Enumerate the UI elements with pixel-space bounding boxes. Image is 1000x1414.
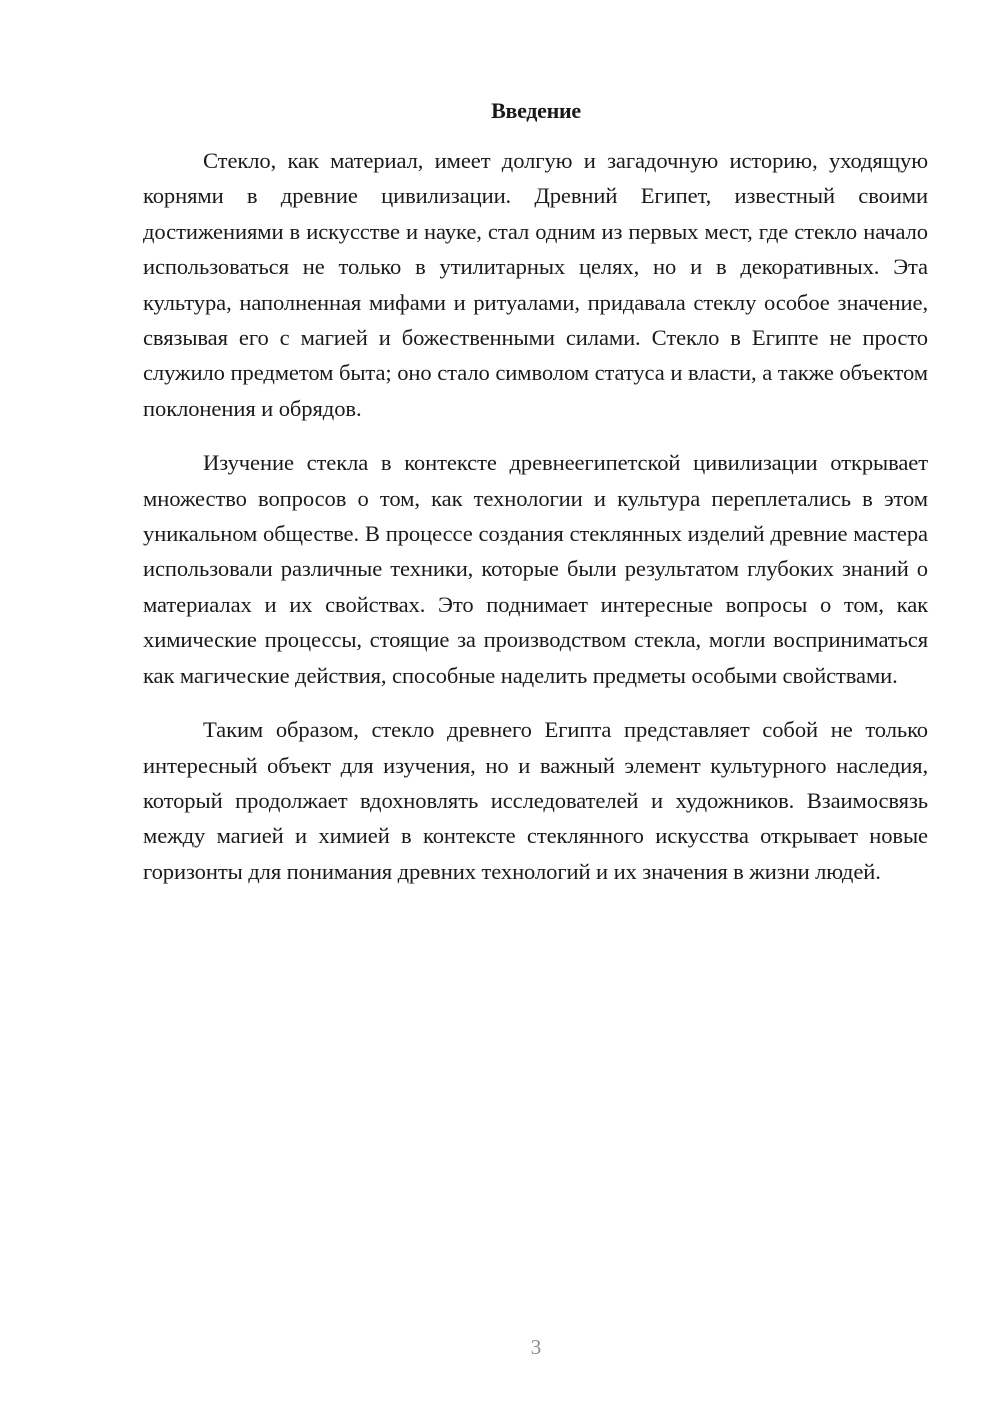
paragraph-2: Изучение стекла в контексте древнеегипетской цивилизации открывает множество вопросов о том, как технологии и культура переплетались в этом уникальном обществе. В процессе создания стеклянных изделий древние мастера использовали различные техники, которые были результатом глубоких знаний о материалах и их свойствах. Это поднимает интересные вопросы о том, как химические процессы, стоящие за производством стекла, могли восприниматься как магические действия, способные наделить предметы особыми свойствами.	[143, 450, 928, 688]
body-text	[143, 143, 928, 908]
paragraph-3: Таким образом, стекло древнего Египта представляет собой не только интересный объект для изучения, но и важный элемент культурного наследия, который продолжает вдохновлять исследователей и художников. Взаимосвязь между магией и химией в контексте стеклянного искусства открывает новые горизонты для понимания древних технологий и их значения в жизни людей.	[143, 717, 928, 884]
page-number: 3	[530, 1335, 542, 1359]
paragraph-1: Стекло, как материал, имеет долгую и загадочную историю, уходящую корнями в древние цивилизации. Древний Египет, известный своими достижениями в искусстве и науке, стал одним из первых мест, где стекло начало использоваться не только в утилитарных целях, но и в декоративных. Эта культура, наполненная мифами и ритуалами, придавала стеклу особое значение, связывая его с магией и божественными силами. Стекло в Египте не просто служило предметом быта; оно стало символом статуса и власти, а также объектом поклонения и обрядов.	[143, 148, 928, 421]
section-heading: Введение	[491, 98, 581, 123]
